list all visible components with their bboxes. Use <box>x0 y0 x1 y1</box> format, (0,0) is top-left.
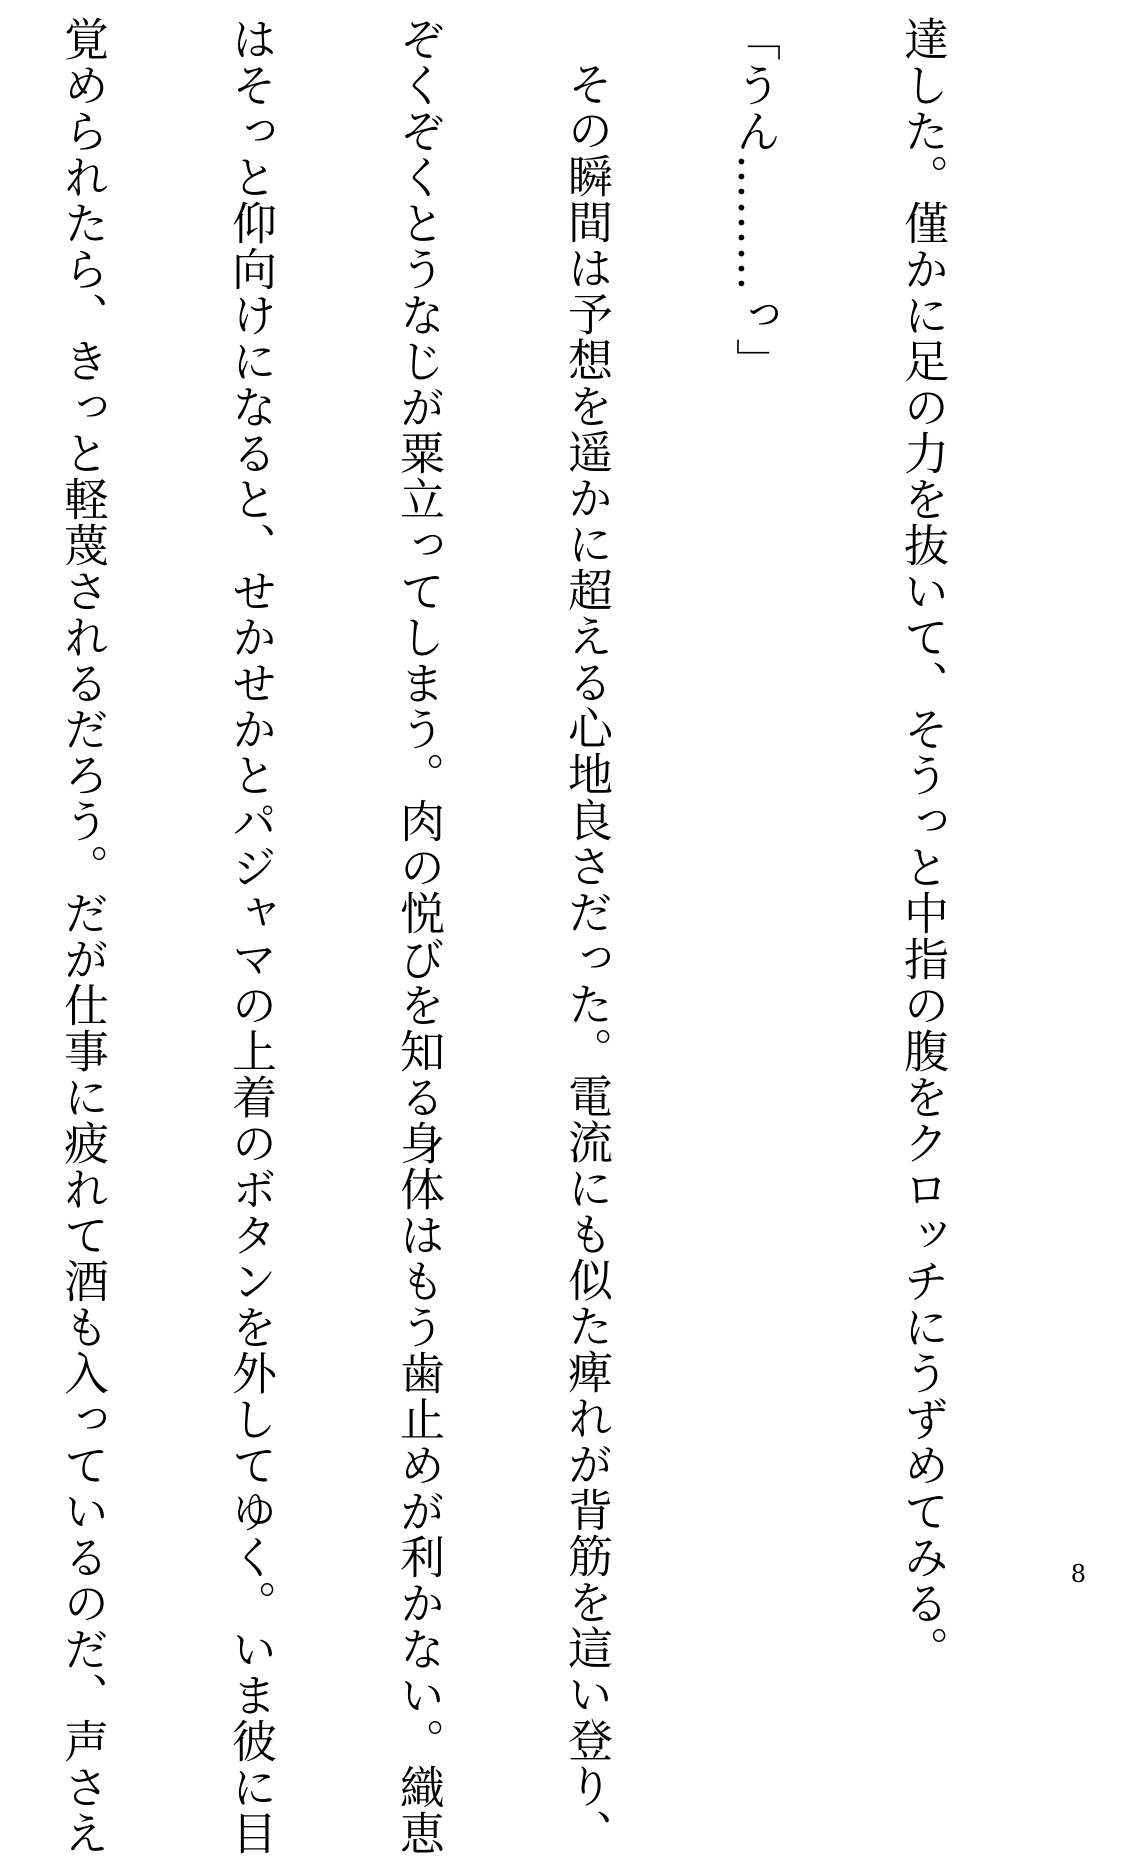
text-column-4: ぞくぞくとうなじが粟立ってしまう。肉の悦びを知る身体はもう歯止めが利かない。織恵 <box>392 16 445 1856</box>
vertical-text-body <box>56 16 1062 1856</box>
text-column-2: 「うん………っ」 <box>728 16 781 384</box>
text-column-3: その瞬間は予想を遥かに超える心地良さだった。電流にも似た痺れが背筋を這い登り、 <box>560 61 613 1855</box>
text-column-5: はそっと仰向けになると、せかせかとパジャマの上着のボタンを外してゆく。いま彼に目 <box>224 16 277 1856</box>
text-column-1: 達した。僅かに足の力を抜いて、そうっと中指の腹をクロッチにうずめてみる。 <box>896 16 949 1672</box>
page-number: 8 <box>1070 1560 1086 1588</box>
text-column-6: 覚められたら、きっと軽蔑されるだろう。だが仕事に疲れて酒も入っているのだ、声さえ <box>56 16 109 1856</box>
